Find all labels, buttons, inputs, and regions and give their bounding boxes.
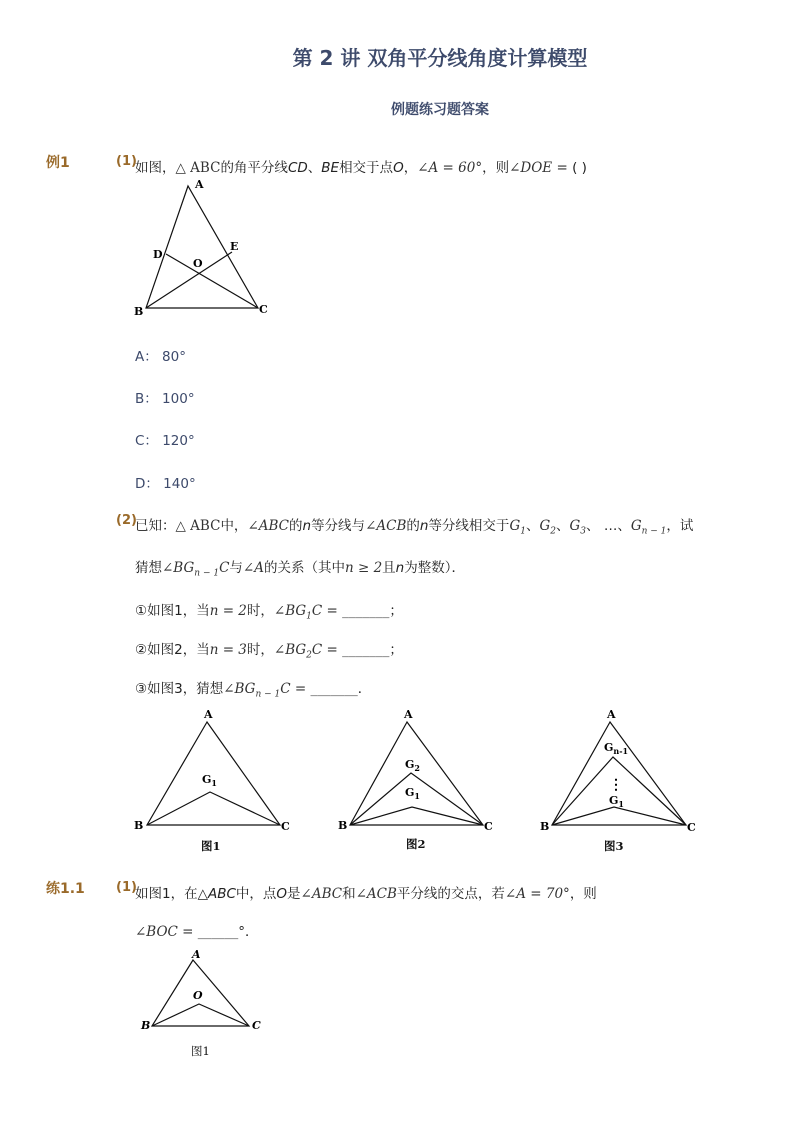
math-angle-abc: ∠ABC <box>247 518 289 534</box>
vertex-label-b: B <box>141 1019 151 1032</box>
vertex-label-b: B <box>134 305 144 318</box>
fig1-label-a: A <box>204 708 213 721</box>
option-a[interactable]: A： 80° <box>135 349 186 365</box>
math-subscript: 2 <box>550 526 556 537</box>
vertex-label-c: C <box>252 1019 261 1032</box>
fig3-label-a: A <box>607 708 616 721</box>
figure-1 <box>147 722 280 825</box>
fig2-label-g2-subscript: 2 <box>414 763 420 773</box>
practice-question-line-2 <box>135 920 259 940</box>
triangle-abc <box>146 186 258 308</box>
bisectors-bo-co <box>152 1004 249 1026</box>
figure-2 <box>350 722 483 825</box>
text-segment: ， <box>403 160 418 176</box>
question-number: (2) <box>116 513 137 528</box>
text-segment: 、 <box>525 518 540 534</box>
figure-caption-1: 图1 <box>201 839 221 853</box>
fig2-label-g2 <box>405 758 420 773</box>
text-segment: 中，点 <box>235 886 277 902</box>
text-segment: 中， <box>220 518 248 534</box>
question-number: (1) <box>116 154 137 169</box>
fig1-label-g1-letter: G <box>202 773 212 786</box>
fig2-label-g1 <box>405 786 420 801</box>
fig3-vertical-dots: ⋮ <box>609 777 623 793</box>
triangle-figure-q1 <box>132 176 277 321</box>
text-segment: 、 <box>556 518 570 534</box>
math-angle-acb: ∠ACB <box>365 518 407 534</box>
fig3-label-g1-letter: G <box>609 794 619 807</box>
answer-blank[interactable]: C = _______ <box>311 603 390 619</box>
math-cd: CD <box>287 160 308 176</box>
text-segment: ①如图1，当 <box>135 603 210 619</box>
question-2-line-1 <box>135 514 693 537</box>
answer-blank[interactable]: C = _______ <box>280 681 358 697</box>
text-segment: 已知： <box>135 518 176 534</box>
math-o: O <box>393 160 404 176</box>
text-segment: 的 <box>289 518 303 534</box>
math-n: n <box>302 518 312 534</box>
math-subscript: 1 <box>306 611 312 622</box>
triangle-figure-practice <box>138 945 268 1037</box>
math-angle-a: ∠A = 60° <box>417 160 483 176</box>
math-g: G <box>539 518 551 534</box>
fig1-label-c: C <box>281 820 290 833</box>
question-number: (1) <box>116 880 137 895</box>
option-b[interactable]: B： 100° <box>135 391 195 407</box>
fig1-triangle <box>147 722 280 825</box>
text-segment: ③如图3，猜想 <box>135 681 224 697</box>
math-triangle-abc: △ ABC <box>175 160 221 176</box>
fig3-label-gn-letter: G <box>604 741 614 754</box>
point-label-o: O <box>193 257 203 270</box>
fig3-label-b: B <box>540 820 550 833</box>
math-n-eq-2: n = 2 <box>209 603 247 619</box>
text-segment: 、 <box>307 160 322 176</box>
text-segment: 、 …、 <box>586 518 631 534</box>
math-subscript: n − 1 <box>194 568 220 579</box>
fig2-trisector-lower <box>350 807 483 825</box>
sub-question-1 <box>135 599 403 622</box>
fig2-label-g1-subscript: 1 <box>414 791 420 801</box>
figure-3 <box>552 722 686 825</box>
fig2-label-g2-letter: G <box>405 758 415 771</box>
math-triangle-abc: △ ABC <box>175 518 221 534</box>
vertex-label-a: A <box>192 948 201 961</box>
text-segment: ，试 <box>666 518 694 534</box>
math-be: BE <box>321 160 340 176</box>
sub-question-2 <box>135 638 403 661</box>
text-segment: ②如图2，当 <box>135 642 210 658</box>
math-angle-bg: ∠BG <box>223 681 256 697</box>
math-g: G <box>569 518 581 534</box>
math-angle-a: ∠A <box>242 560 264 576</box>
point-label-e: E <box>230 240 239 253</box>
example-label: 例1 <box>46 155 70 171</box>
text-segment: ，则 <box>569 886 597 902</box>
fig3-label-gn-subscript: n-1 <box>613 746 629 756</box>
math-angle-acb: ∠ACB <box>355 886 397 902</box>
text-segment: 为整数）． <box>404 560 465 576</box>
text-segment: 等分线与 <box>311 518 366 534</box>
text-segment: 如图， <box>135 160 176 176</box>
fig1-label-g1 <box>202 773 217 788</box>
fig2-label-c: C <box>484 820 493 833</box>
math-subscript: 2 <box>306 650 312 661</box>
vertex-label-c: C <box>259 303 268 316</box>
fig3-label-gn <box>604 741 628 756</box>
practice-question-line-1 <box>135 882 597 902</box>
fig2-label-b: B <box>338 819 348 832</box>
figure-caption-2: 图2 <box>406 837 426 851</box>
math-subscript: n − 1 <box>255 689 281 700</box>
text-segment: ； <box>389 642 403 658</box>
practice-label: 练1.1 <box>46 881 85 897</box>
fig3-label-g1 <box>609 794 624 809</box>
question-1-text <box>135 156 587 176</box>
math-n-eq-3: n = 3 <box>209 642 247 658</box>
text-segment: °． <box>238 924 259 940</box>
fig3-label-c: C <box>687 821 696 834</box>
answer-bracket: ( ) <box>572 160 587 176</box>
text-segment: 与 <box>229 560 243 576</box>
math-angle-a: ∠A = 70° <box>504 886 570 902</box>
option-c[interactable]: C： 120° <box>135 433 195 449</box>
page-title: 第 2 讲 双角平分线角度计算模型 <box>292 46 588 70</box>
math-subscript: 1 <box>520 526 526 537</box>
text-segment: ． <box>357 681 372 697</box>
math-c: C <box>219 560 230 576</box>
fig1-label-b: B <box>134 819 144 832</box>
vertex-label-a: A <box>195 178 204 191</box>
math-angle-abc: ∠ABC <box>300 886 343 902</box>
math-subscript: 3 <box>580 526 587 537</box>
option-d[interactable]: D： 140° <box>135 476 196 492</box>
math-g: G <box>630 518 642 534</box>
math-o: O <box>276 886 288 902</box>
text-segment: 猜想 <box>135 560 162 576</box>
text-segment: 和 <box>342 886 356 902</box>
text-segment: 且 <box>382 560 396 576</box>
text-segment: 相交于点 <box>339 160 394 176</box>
math-n: n <box>419 518 429 534</box>
text-segment: 的关系（其中 <box>263 560 345 576</box>
math-angle-bg: ∠BG <box>273 603 307 619</box>
math-n-ge-2: n ≥ 2 <box>344 560 383 576</box>
fig3-label-g1-subscript: 1 <box>618 799 624 809</box>
fig2-label-a: A <box>404 708 413 721</box>
fig3-lower-divider <box>552 807 686 825</box>
text-segment: 时， <box>246 642 274 658</box>
answer-blank[interactable]: ∠BOC = ______ <box>135 924 239 940</box>
text-segment: 等分线相交于 <box>428 518 510 534</box>
math-angle-bg: ∠BG <box>162 560 195 576</box>
sub-question-3 <box>135 677 371 700</box>
answer-blank[interactable]: C = _______ <box>311 642 390 658</box>
segment-cd <box>166 254 258 308</box>
math-g: G <box>509 518 521 534</box>
text-segment: ； <box>389 603 403 619</box>
text-segment: 平分线的交点，若 <box>396 886 505 902</box>
fig1-label-g1-subscript: 1 <box>211 778 217 788</box>
text-segment: 是 <box>287 886 301 902</box>
question-2-line-2 <box>135 556 465 579</box>
fig2-label-g1-letter: G <box>405 786 415 799</box>
point-label-d: D <box>153 248 163 261</box>
text-segment: 的角平分线 <box>220 160 288 176</box>
math-triangle-abc: △ABC <box>197 886 236 902</box>
figure-caption: 图1 <box>191 1044 210 1058</box>
math-subscript: n − 1 <box>641 526 667 537</box>
text-segment: 如图1，在 <box>135 886 198 902</box>
math-angle-bg: ∠BG <box>273 642 307 658</box>
math-angle-doe: ∠DOE = <box>509 160 568 176</box>
point-label-o: O <box>193 989 203 1002</box>
fig3-triangle <box>552 722 686 825</box>
text-segment: 的 <box>406 518 420 534</box>
text-segment: 时， <box>246 603 274 619</box>
text-segment: ，则 <box>482 160 510 176</box>
figure-caption-3: 图3 <box>604 839 624 853</box>
fig2-triangle <box>350 722 483 825</box>
math-n: n <box>395 560 405 576</box>
page-subtitle: 例题练习题答案 <box>391 102 489 118</box>
